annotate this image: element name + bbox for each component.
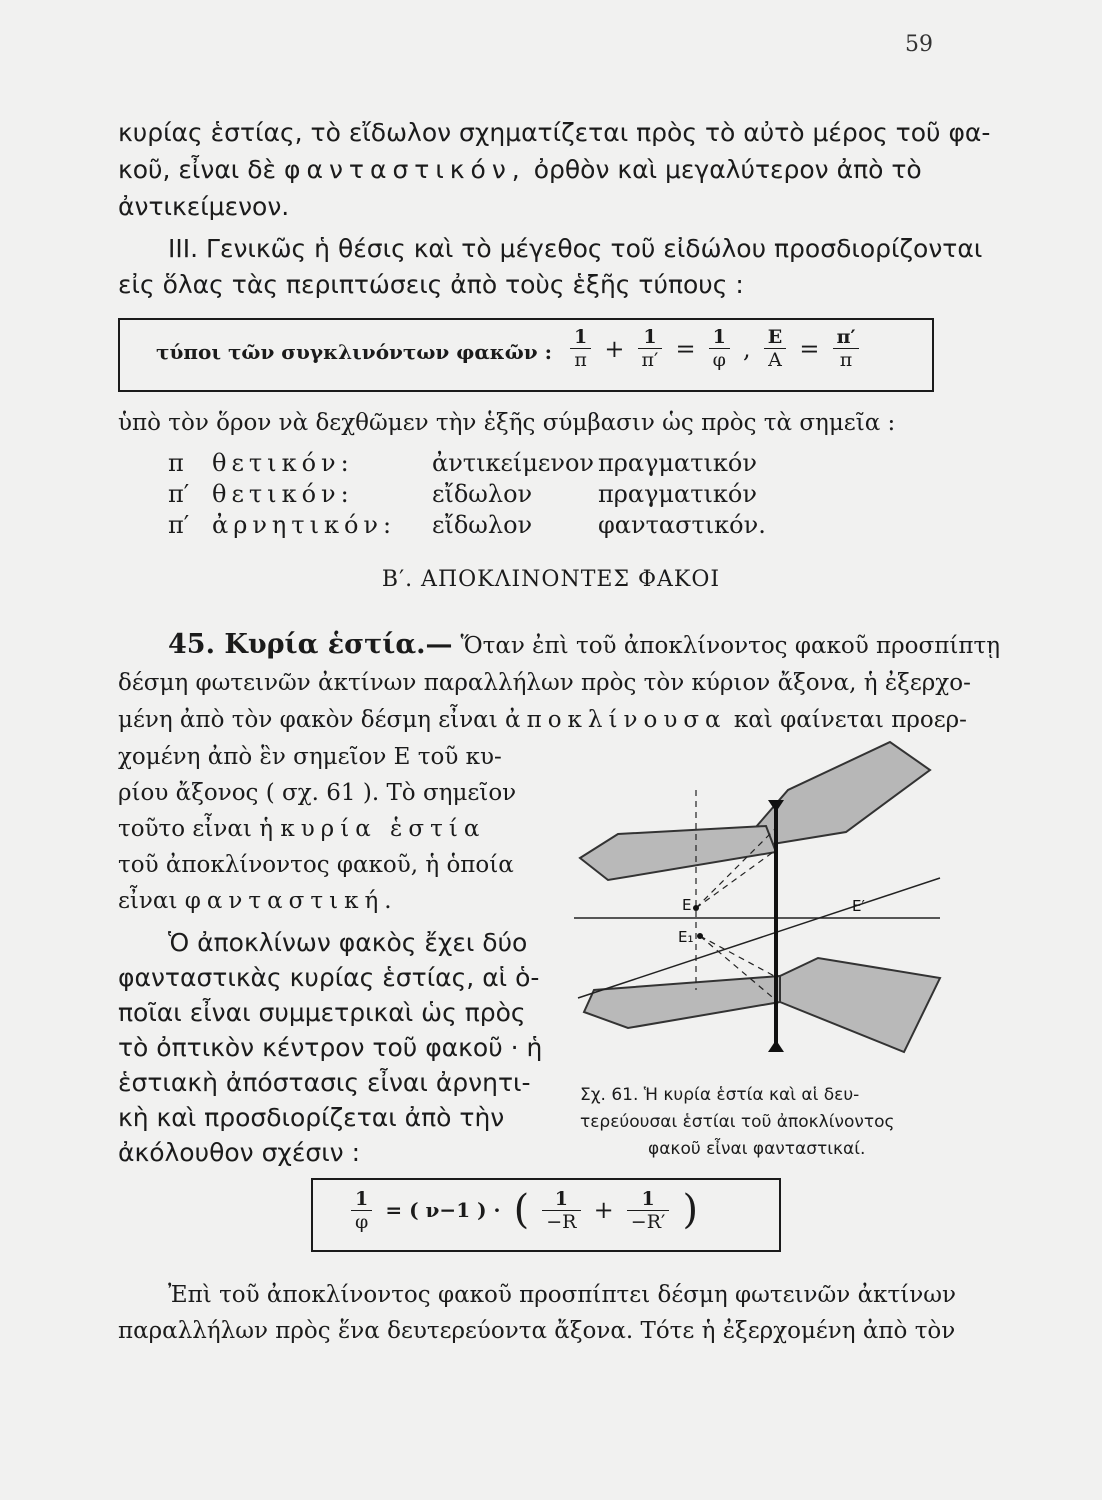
fraction-1-over-minus-R: $\frac{1}{-R}$ xyxy=(542,1188,580,1233)
para2-line-3: ποῖαι εἶναι συμμετρικαὶ ὡς πρὸς xyxy=(118,998,526,1027)
row1-sign: θετικόν: xyxy=(212,449,354,477)
sec45-line-2: δέσμη φωτεινῶν ἀκτίνων παραλλήλων πρὸς τὸν κύριον ἄξονα, ἡ ἐξερχο- xyxy=(118,670,971,696)
sec45-line-8 xyxy=(118,886,398,916)
convention-line: ὑπὸ τὸν ὅρον νὰ δεχθῶμεν τὴν ἑξῆς σύμβασιν ὡς πρὸς τὰ σημεῖα : xyxy=(118,410,896,436)
fraction-1-over-phi-2: $\frac{1}{\varphi}$ xyxy=(351,1188,372,1233)
emphasis-kyria-estia: κυρία ἑστία xyxy=(280,816,486,842)
emphasis-phantastikon: φανταστικόν, xyxy=(283,155,526,184)
bottom-paragraph-line-2: παραλλήλων πρὸς ἕνα δευτερεύοντα ἄξονα. Τότε ἡ ἐξερχομένη ἀπὸ τὸν xyxy=(118,1318,956,1344)
open-paren: ( xyxy=(513,1187,530,1233)
row3-kind: φανταστικόν. xyxy=(598,511,766,539)
formula2-expression xyxy=(347,1187,702,1233)
lower-incoming-beam xyxy=(584,976,780,1028)
sec45-title: 45. Κυρία ἑστία.— xyxy=(168,629,453,660)
fraction-1-over-pi-prime: $\frac{1}{\pi'}$ xyxy=(638,326,663,371)
figure-caption-line-2: τερεύουσαι ἑστίαι τοῦ ἀποκλίνοντος xyxy=(580,1112,895,1132)
top-line2-start: κοῦ, εἶναι δὲ xyxy=(118,155,277,184)
para2-line-7: ἀκόλουθον σχέσιν : xyxy=(118,1138,361,1167)
top-line2-end: ὀρθὸν καὶ μεγαλύτερον ἀπὸ τὸ xyxy=(533,155,922,184)
diverging-lens-figure xyxy=(568,730,948,1090)
sec45-line1-text: Ὅταν ἐπὶ τοῦ ἀποκλίνοντος φακοῦ προσπίπτῃ xyxy=(460,633,1000,659)
label-E1: Ε₁ xyxy=(678,928,694,946)
row1-kind: πραγματικόν xyxy=(598,449,757,477)
focus-E1-point xyxy=(697,933,703,939)
row2-kind: πραγματικόν xyxy=(598,480,757,508)
figure-caption-line-1: Σχ. 61. Ἡ κυρία ἑστία καὶ αἱ δευ- xyxy=(580,1085,860,1105)
para2-line-5: ἑστιακὴ ἀπόστασις εἶναι ἀρνητι- xyxy=(118,1068,531,1097)
row3-object: εἴδωλον xyxy=(432,511,533,539)
figure-caption-line-3: φακοῦ εἶναι φανταστικαί. xyxy=(648,1139,866,1159)
sign-table-symbols xyxy=(168,448,189,541)
equals-sign: = xyxy=(675,334,696,363)
plus-sign: + xyxy=(604,334,625,363)
para-III-line-1: ΙΙΙ. Γενικῶς ἡ θέσις καὶ τὸ μέγεθος τοῦ εἰδώλου προσδιορίζονται xyxy=(168,234,983,263)
row2-symbol: π′ xyxy=(168,480,190,508)
section-heading: Β′. ΑΠΟΚΛΙΝΟΝΤΕΣ ΦΑΚΟΙ xyxy=(381,567,721,592)
upper-incoming-beam xyxy=(580,826,776,880)
top-paragraph-line-3: ἀντικείμενον. xyxy=(118,192,290,221)
formula-expression xyxy=(566,326,863,371)
fraction-1-over-phi: $\frac{1}{\varphi}$ xyxy=(709,326,730,371)
para2-line-6: κὴ καὶ προσδιορίζεται ἀπὸ τὴν xyxy=(118,1103,505,1132)
comma: , xyxy=(743,334,751,363)
row1-object: ἀντικείμενον xyxy=(432,449,594,477)
para2-line-1: Ὁ ἀποκλίνων φακὸς ἔχει δύο xyxy=(168,928,528,957)
formula-label: τύποι τῶν συγκλινόντων φακῶν : xyxy=(156,340,552,364)
sec45-line-7: τοῦ ἀποκλίνοντος φακοῦ, ἡ ὁποία xyxy=(118,852,514,878)
row3-sign: ἀρνητικόν: xyxy=(212,511,397,539)
emphasis-phantastiki: φανταστική. xyxy=(184,888,398,914)
converging-lens-formula-box xyxy=(118,318,934,392)
diverging-lens-formula-box xyxy=(311,1178,781,1252)
bottom-paragraph-line-1: Ἐπὶ τοῦ ἀποκλίνοντος φακοῦ προσπίπτει δέσμη φωτεινῶν ἀκτίνων xyxy=(168,1282,956,1308)
sec45-line-1 xyxy=(168,630,1000,661)
sec45-line3-start: μένη ἀπὸ τὸν φακὸν δέσμη εἶναι xyxy=(118,707,498,733)
sec45-line-6 xyxy=(118,814,485,844)
sec45-line8-start: εἶναι xyxy=(118,888,178,914)
sign-table-objects xyxy=(432,448,594,541)
page-number: 59 xyxy=(905,32,933,57)
label-E-prime: Ε′ xyxy=(852,897,865,915)
formula2-middle: = ( ν−1 ) · xyxy=(385,1198,501,1222)
construction-line-3 xyxy=(700,936,778,978)
close-paren: ) xyxy=(682,1187,699,1233)
lens-bottom-arrow xyxy=(768,1040,784,1052)
row2-sign: θετικόν: xyxy=(212,480,354,508)
plus-sign-2: + xyxy=(593,1196,614,1224)
focus-E-point xyxy=(693,905,699,911)
para2-line-2: φανταστικὰς κυρίας ἑστίας, αἱ ὁ- xyxy=(118,963,540,992)
fraction-1-over-pi: $\frac{1}{\pi}$ xyxy=(570,326,591,371)
fraction-E-over-A: $\frac{E}{A}$ xyxy=(764,326,786,371)
label-E: Ε xyxy=(682,896,692,914)
para-III-line-2: εἰς ὅλας τὰς περιπτώσεις ἀπὸ τοὺς ἑξῆς τύπους : xyxy=(118,270,744,299)
top-paragraph-line-1: κυρίας ἑστίας, τὸ εἴδωλον σχηματίζεται πρὸς τὸ αὐτὸ μέρος τοῦ φα- xyxy=(118,118,991,147)
sign-table-kinds xyxy=(598,448,766,541)
para2-line-4: τὸ ὀπτικὸν κέντρον τοῦ φακοῦ · ἡ xyxy=(118,1033,543,1062)
fraction-1-over-minus-R-prime: $\frac{1}{-R'}$ xyxy=(627,1188,670,1233)
sec45-line-4: χομένη ἀπὸ ἓν σημεῖον Ε τοῦ κυ- xyxy=(118,744,502,770)
row2-object: εἴδωλον xyxy=(432,480,533,508)
sec45-line6-start: τοῦτο εἶναι ἡ xyxy=(118,816,273,842)
sign-table-signs xyxy=(212,448,396,541)
emphasis-apoklinousa: ἀποκλίνουσα xyxy=(505,707,727,733)
lower-emerging-beam xyxy=(780,958,940,1052)
row1-symbol: π xyxy=(168,449,184,477)
equals-sign-2: = xyxy=(799,334,820,363)
fraction-pi-prime-over-pi: $\frac{\pi'}{\pi}$ xyxy=(833,326,860,371)
sec45-line3-end: καὶ φαίνεται προερ- xyxy=(733,707,967,733)
sec45-line-5: ρίου ἄξονος ( σχ. 61 ). Τὸ σημεῖον xyxy=(118,780,517,806)
row3-symbol: π′ xyxy=(168,511,190,539)
top-paragraph-line-2 xyxy=(118,155,922,185)
